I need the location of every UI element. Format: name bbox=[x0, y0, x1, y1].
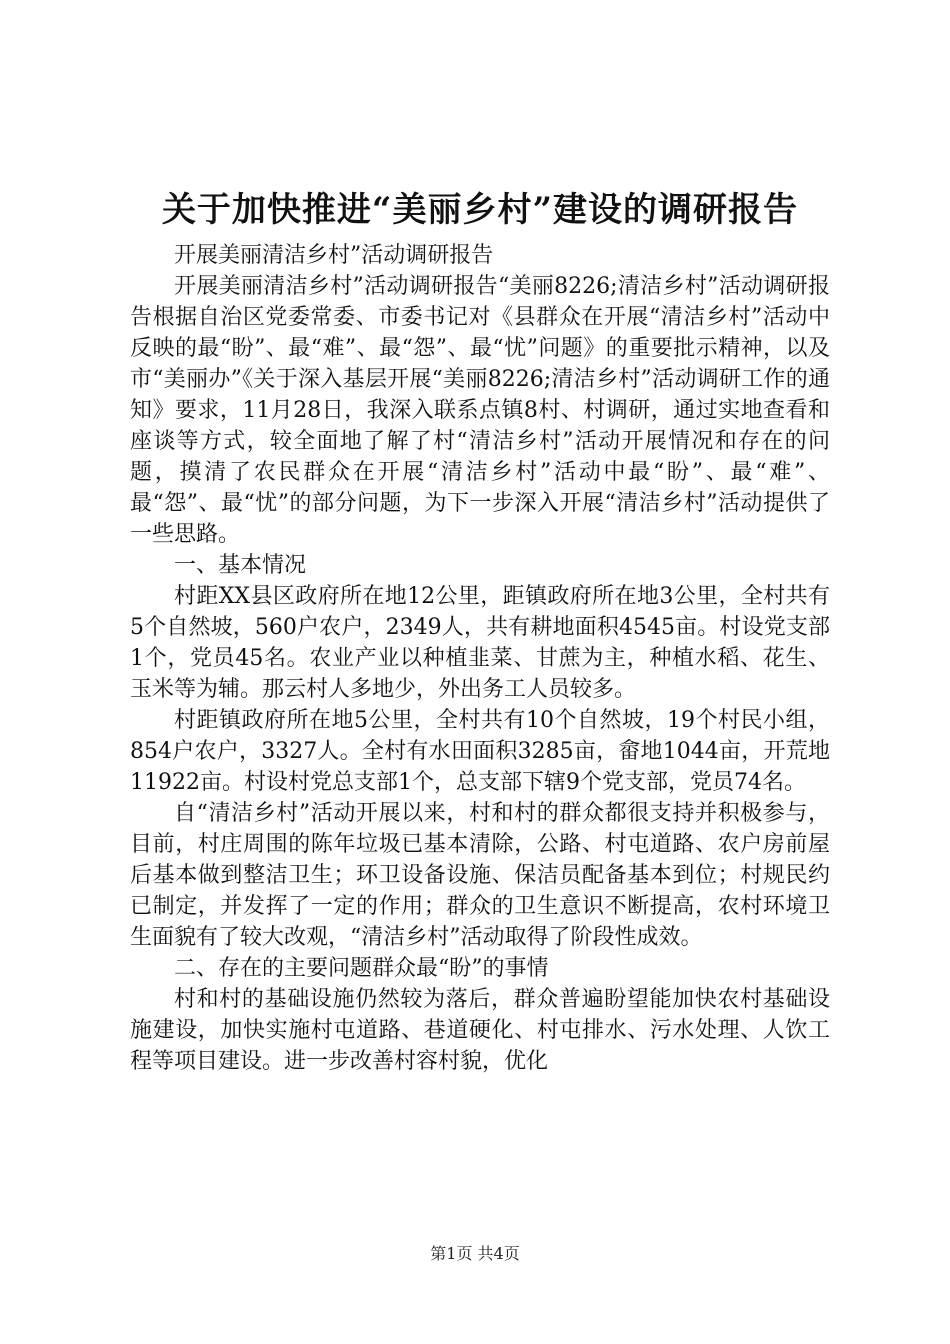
paragraph-activity-progress: 自“清洁乡村”活动开展以来，村和村的群众都很支持并积极参与，目前，村庄周围的陈年垃圾已基本清除，公路、村屯道路、农户房前屋后基本做到整洁卫生；环卫设备设施、保洁员配备基本到位；村规民约已制定，并发挥了一定的作用；群众的卫生意识不断提高，农村环境卫生面貌有了较大改观，“清洁乡村”活动取得了阶段性成效。 bbox=[130, 801, 830, 950]
document-title: 关于加快推进“美丽乡村”建设的调研报告 bbox=[161, 190, 799, 230]
document-subtitle: 开展美丽清洁乡村”活动调研报告 bbox=[174, 243, 494, 268]
page-number-footer: 第1页 共4页 bbox=[430, 1244, 520, 1263]
document-page bbox=[130, 184, 830, 1077]
paragraph-infrastructure: 村和村的基础设施仍然较为落后，群众普遍盼望能加快农村基础设施建设，加快实施村屯道路、巷道硬化、村屯排水、污水处理、人饮工程等项目建设。进一步改善村容村貌，优化 bbox=[130, 987, 830, 1074]
paragraph-village-one: 村距XX县区政府所在地12公里，距镇政府所在地3公里，全村共有5个自然坡，560户农户，2349人，共有耕地面积4545亩。村设党支部1个，党员45名。农业产业以种植韭菜、甘蔗为主，种植水稻、花生、玉米等为辅。那云村人多地少，外出务工人员较多。 bbox=[130, 584, 830, 702]
paragraph-intro: 开展美丽清洁乡村”活动调研报告“美丽8226;清洁乡村”活动调研报告根据自治区党委常委、市委书记对《县群众在开展“清洁乡村”活动中反映的最“盼”、最“难”、最“怨”、最“忧”问题》的重要批示精神，以及市“美丽办”《关于深入基层开展“美丽8226;清洁乡村”活动调研工作的通知》要求，11月28日，我深入联系点镇8村、村调研，通过实地查看和座谈等方式，较全面地了解了村“清洁乡村”活动开展情况和存在的问题，摸清了农民群众在开展“清洁乡村”活动中最“盼”、最“难”、最“怨”、最“忧”的部分问题，为下一步深入开展“清洁乡村”活动提供了一些思路。 bbox=[130, 274, 830, 547]
paragraph-village-two: 村距镇政府所在地5公里，全村共有10个自然坡，19个村民小组，854户农户，3327人。全村有水田面积3285亩，畲地1044亩，开荒地11922亩。村设村党总支部1个，总支部下辖9个党支部，党员74名。 bbox=[130, 708, 830, 795]
section-heading-basic-situation: 一、基本情况 bbox=[174, 553, 307, 578]
section-heading-main-problems: 二、存在的主要问题群众最“盼”的事情 bbox=[174, 956, 549, 981]
